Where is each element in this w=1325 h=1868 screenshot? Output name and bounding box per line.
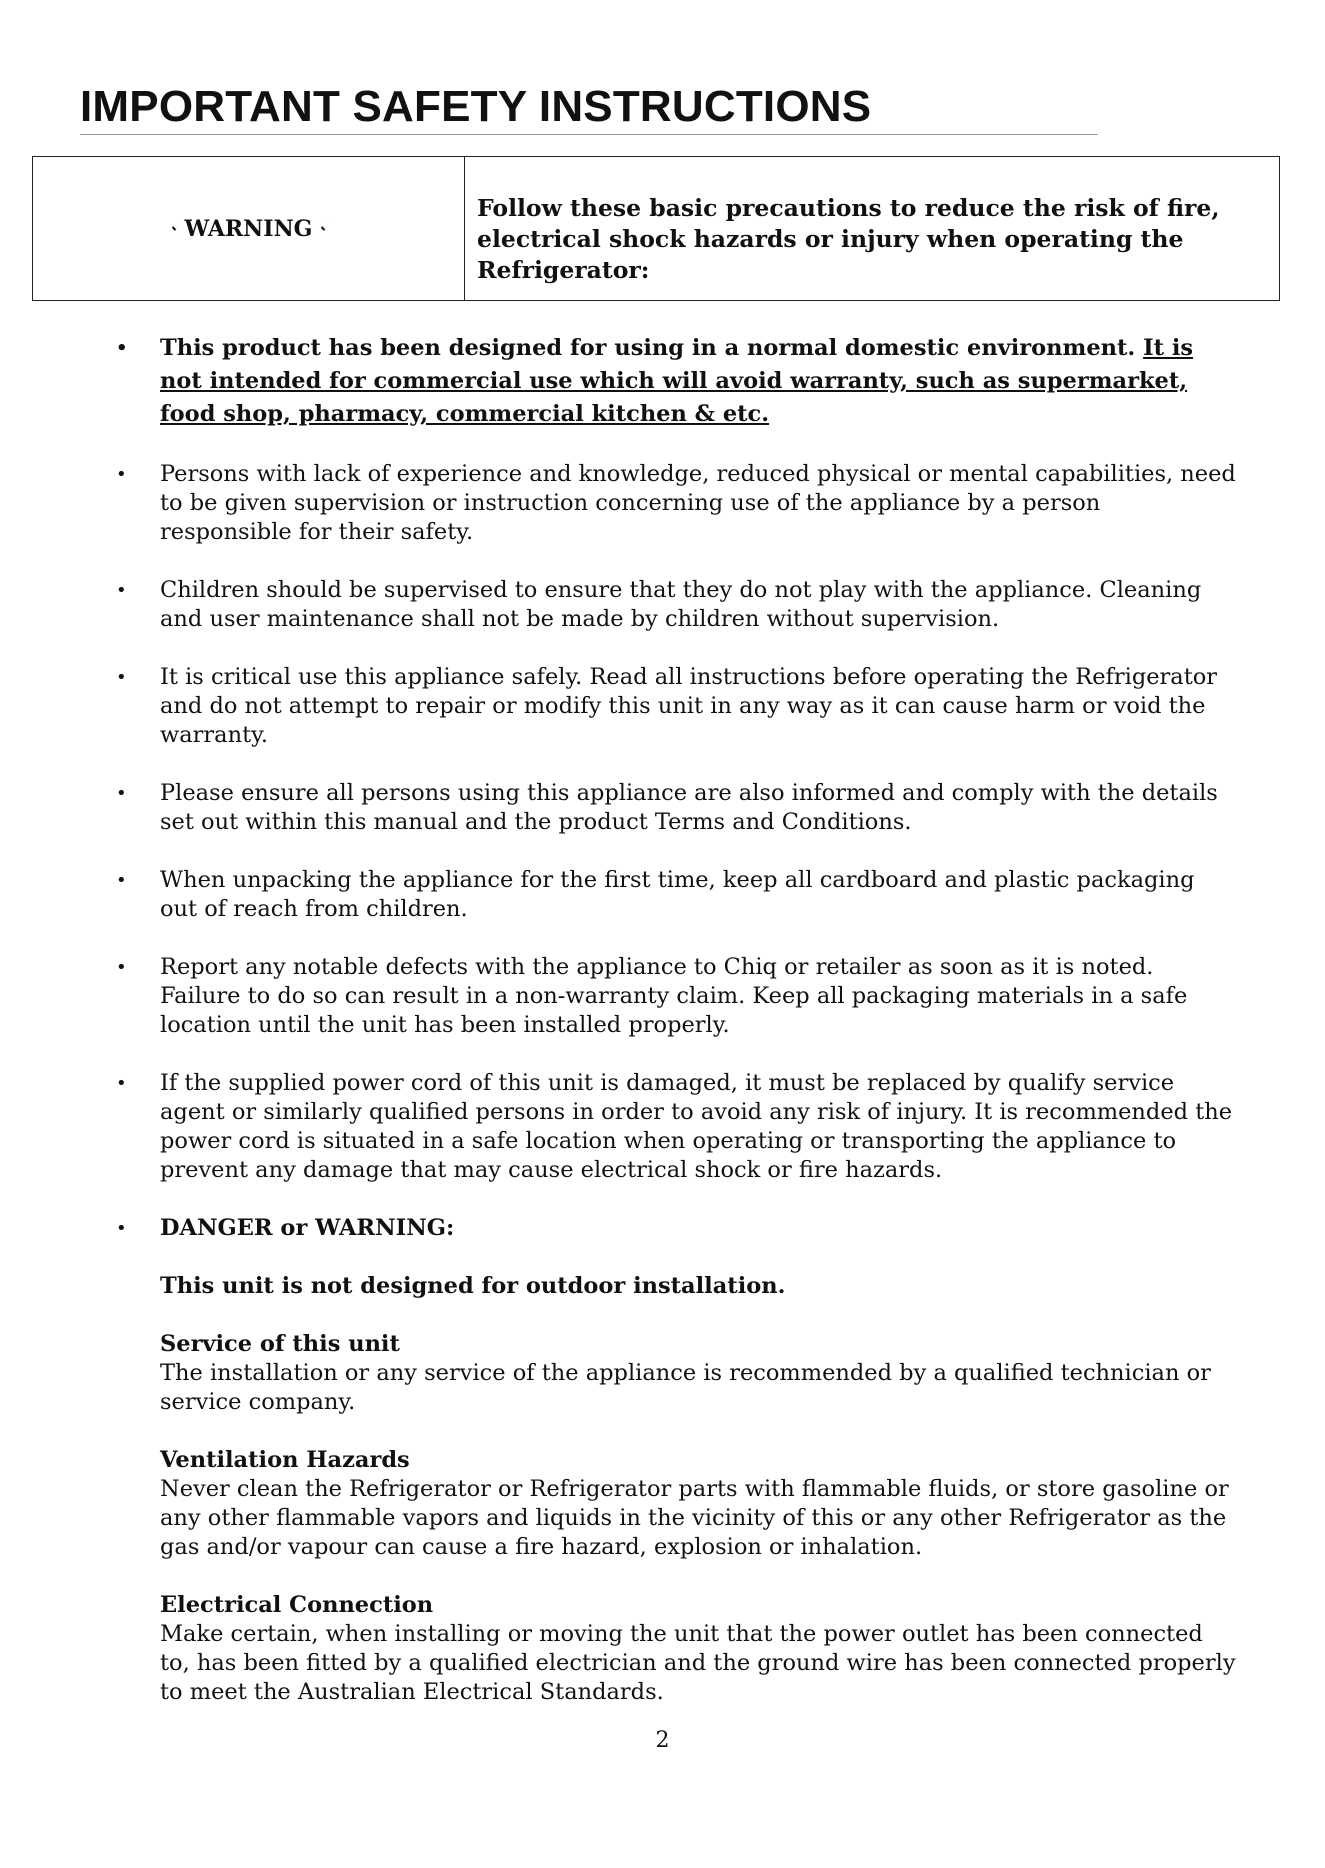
list-item [116, 576, 1236, 634]
list-item [116, 1214, 1236, 1707]
safety-instructions-list [116, 332, 1236, 1736]
service-heading: Service of this unit [160, 1331, 400, 1357]
list-item [116, 866, 1236, 924]
bullet-icon: • [116, 783, 127, 804]
bullet-icon: • [116, 338, 128, 359]
lightning-bolt-icon [163, 216, 185, 242]
electrical-text: Make certain, when installing or moving the unit that the power outlet has been connected to, has been fitted by a qualified electrician and the ground wire has been connected properly to meet the Australian Electrical Standards. [160, 1621, 1236, 1705]
bullet-text: It is critical use this appliance safely. Read all instructions before operating the Refrigerator and do not attempt to repair or modify this unit in any way as it can cause harm or void the warranty. [160, 664, 1218, 748]
bullet-icon: • [116, 464, 127, 485]
ventilation-text: Never clean the Refrigerator or Refrigerator parts with flammable fluids, or store gasoline or any other flammable vapors and liquids in the vicinity of this or any other Refrigerator as the gas and/or vapour can cause a fire hazard, explosion or inhalation. [160, 1476, 1229, 1560]
warning-label: WARNING [184, 215, 313, 242]
lightning-bolt-icon [312, 216, 334, 242]
bullet-text: Report any notable defects with the appliance to Chiq or retailer as soon as it is noted. Failure to do so can result in a non-warranty claim. Keep all packaging materials in a safe location until the unit has been installed properly. [160, 954, 1188, 1038]
ventilation-heading: Ventilation Hazards [160, 1447, 410, 1473]
bullet-text: If the supplied power cord of this unit is damaged, it must be replaced by qualify service agent or similarly qualified persons in order to avoid any risk of injury. It is recommended the power cord is situated in a safe location when operating or transporting the appliance to prevent any damage that may cause electrical shock or fire hazards. [160, 1070, 1233, 1183]
service-text: The installation or any service of the appliance is recommended by a qualified technician or service company. [160, 1360, 1211, 1415]
warning-text: Follow these basic precautions to reduce the risk of fire, electrical shock hazards or injury when operating the Refrigerator: [477, 194, 1220, 284]
ventilation-section [160, 1446, 1236, 1562]
list-item [116, 1069, 1236, 1185]
list-item [116, 663, 1236, 750]
electrical-heading: Electrical Connection [160, 1592, 434, 1618]
bullet-text: Children should be supervised to ensure that they do not play with the appliance. Cleaning and user maintenance shall not be made by children without supervision. [160, 577, 1202, 632]
bullet-icon: • [116, 580, 127, 601]
title-divider [80, 134, 1098, 135]
list-item [116, 332, 1236, 431]
page-number: 2 [655, 1728, 670, 1753]
page-title: IMPORTANT SAFETY INSTRUCTIONS [80, 82, 872, 131]
bullet-icon: • [116, 870, 127, 891]
outdoor-notice [160, 1272, 1236, 1301]
electrical-section [160, 1591, 1236, 1707]
bullet-icon: • [116, 1218, 127, 1239]
service-section [160, 1330, 1236, 1417]
bullet-text-underlined: It is not intended for commercial use which will avoid warranty, such as supermarket, food shop, pharmacy, commercial kitchen & etc. [160, 335, 1194, 427]
outdoor-text: This unit is not designed for outdoor installation. [160, 1273, 786, 1299]
danger-heading: DANGER or WARNING: [160, 1215, 455, 1241]
list-item [116, 953, 1236, 1040]
list-item [116, 460, 1236, 547]
bullet-text: Persons with lack of experience and knowledge, reduced physical or mental capabilities, need to be given supervision or instruction concerning use of the appliance by a person responsible for their safety. [160, 461, 1236, 545]
bullet-text: Please ensure all persons using this appliance are also informed and comply with the details set out within this manual and the product Terms and Conditions. [160, 780, 1218, 835]
bullet-icon: • [116, 957, 127, 978]
list-item [116, 779, 1236, 837]
bullet-icon: • [116, 1073, 127, 1094]
bullet-text-bold: This product has been designed for using in a normal domestic environment. [160, 335, 1144, 361]
warning-label-cell [33, 157, 465, 300]
bullet-icon: • [116, 667, 127, 688]
bullet-text: When unpacking the appliance for the first time, keep all cardboard and plastic packaging out of reach from children. [160, 867, 1195, 922]
warning-table [32, 156, 1280, 301]
